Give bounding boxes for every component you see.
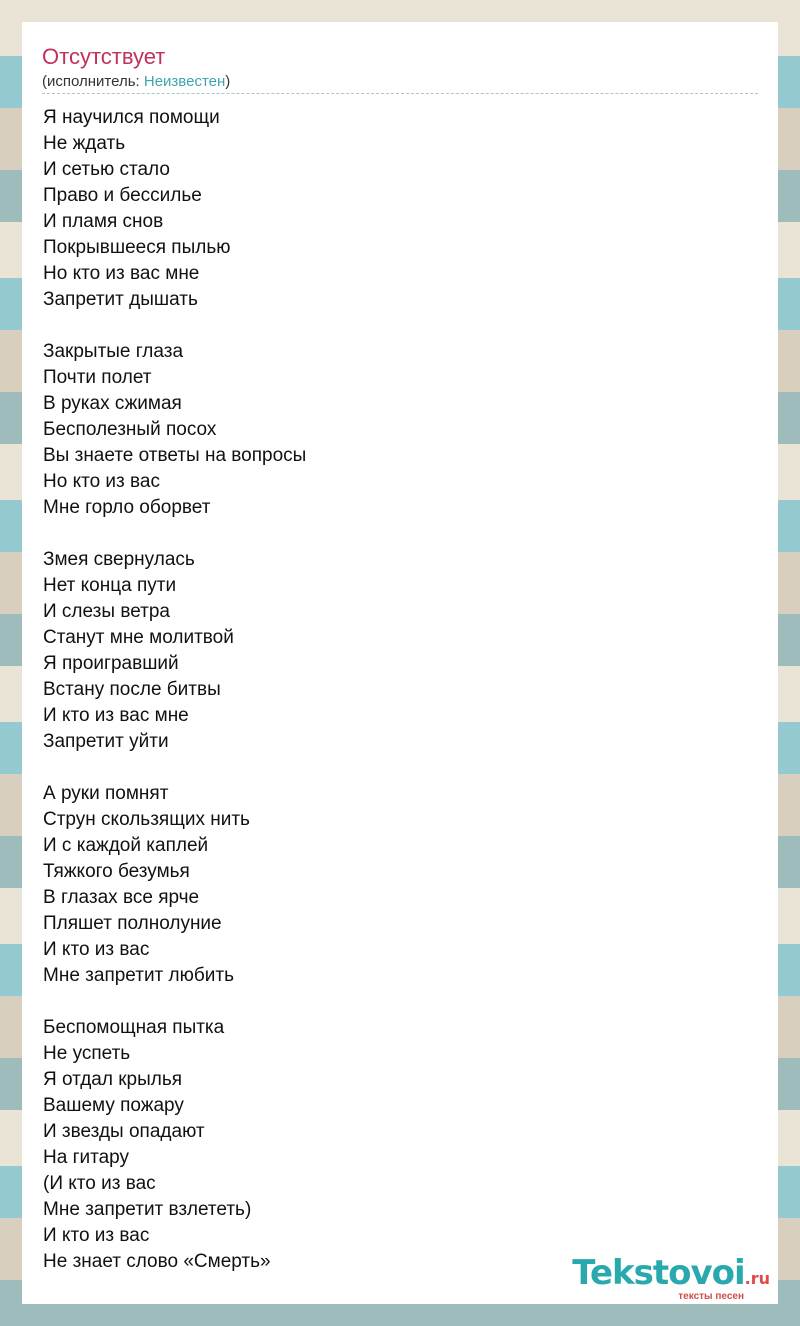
lyric-line: Пляшет полнолуние xyxy=(43,913,222,934)
lyric-line: Мне горло оборвет xyxy=(43,497,211,518)
lyric-line: Не знает слово «Смерть» xyxy=(43,1251,271,1272)
lyric-line: В глазах все ярче xyxy=(43,887,200,908)
lyric-line: Мне запретит взлететь) xyxy=(43,1199,252,1220)
lyric-line: И звезды опадают xyxy=(43,1121,205,1142)
lyric-line: Запретит дышать xyxy=(43,289,198,310)
lyrics-text xyxy=(43,105,306,1275)
lyric-line: Не успеть xyxy=(43,1043,131,1064)
lyric-line: Но кто из вас мне xyxy=(43,263,200,284)
logo-tagline: тексты песен xyxy=(678,1291,744,1302)
lyric-line: Не ждать xyxy=(43,133,126,154)
stanza-break xyxy=(43,989,306,1015)
artist-prefix: (исполнитель: xyxy=(42,73,144,90)
lyric-line: (И кто из вас xyxy=(43,1173,156,1194)
stanza-break xyxy=(43,313,306,339)
site-logo[interactable] xyxy=(572,1255,770,1302)
artist-line xyxy=(42,72,230,92)
lyric-line: Я научился помощи xyxy=(43,107,220,128)
lyric-line: Почти полет xyxy=(43,367,152,388)
logo-name: Tekstovoi xyxy=(572,1253,745,1293)
logo-tld: .ru xyxy=(744,1269,770,1288)
lyric-line: И кто из вас xyxy=(43,939,150,960)
lyric-line: Вы знаете ответы на вопросы xyxy=(43,445,307,466)
lyric-line: Струн скользящих нить xyxy=(43,809,250,830)
lyric-line: Змея свернулась xyxy=(43,549,195,570)
lyric-line: И сетью стало xyxy=(43,159,170,180)
lyric-line: В руках сжимая xyxy=(43,393,182,414)
lyric-line: Бесполезный посох xyxy=(43,419,217,440)
lyric-line: Беспомощная пытка xyxy=(43,1017,225,1038)
lyric-line: А руки помнят xyxy=(43,783,169,804)
lyric-line: Но кто из вас xyxy=(43,471,160,492)
song-title: Отсутствует xyxy=(42,44,166,69)
lyric-line: Встану после битвы xyxy=(43,679,221,700)
lyrics-card xyxy=(22,22,778,1304)
lyric-line: Право и бессилье xyxy=(43,185,202,206)
lyric-line: Покрывшееся пылью xyxy=(43,237,231,258)
lyric-line: Вашему пожару xyxy=(43,1095,184,1116)
stanza-break xyxy=(43,755,306,781)
lyric-line: И пламя снов xyxy=(43,211,164,232)
lyric-line: И кто из вас xyxy=(43,1225,150,1246)
lyric-line: Закрытые глаза xyxy=(43,341,184,362)
divider xyxy=(42,93,758,94)
lyric-line: Станут мне молитвой xyxy=(43,627,234,648)
lyric-line: Мне запретит любить xyxy=(43,965,234,986)
lyric-line: И слезы ветра xyxy=(43,601,170,622)
lyric-line: Нет конца пути xyxy=(43,575,177,596)
lyric-line: И кто из вас мне xyxy=(43,705,189,726)
lyric-line: Запретит уйти xyxy=(43,731,169,752)
lyric-line: И с каждой каплей xyxy=(43,835,209,856)
lyric-line: На гитару xyxy=(43,1147,130,1168)
lyric-line: Я отдал крылья xyxy=(43,1069,183,1090)
lyric-line: Я проигравший xyxy=(43,653,179,674)
stanza-break xyxy=(43,521,306,547)
lyric-line: Тяжкого безумья xyxy=(43,861,190,882)
artist-suffix: ) xyxy=(225,73,231,90)
artist-link[interactable]: Неизвестен xyxy=(143,73,226,90)
